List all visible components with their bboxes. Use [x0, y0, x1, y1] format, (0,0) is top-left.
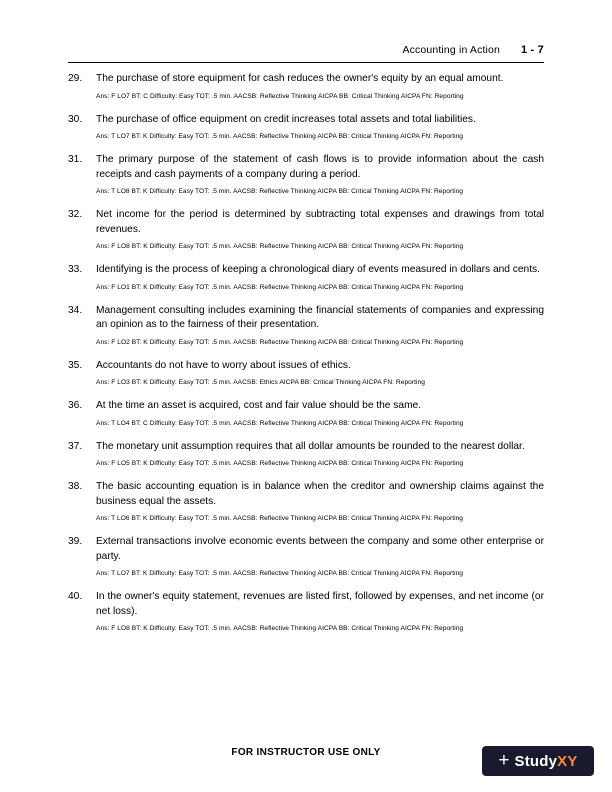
question-number: 30. — [68, 113, 83, 125]
question-body — [96, 359, 546, 400]
question-body — [96, 480, 546, 535]
question-text: The purchase of store equipment for cash reduces the owner's equity by an equal amount. — [96, 73, 504, 84]
question-item — [68, 72, 546, 113]
question-body — [96, 263, 546, 304]
plus-icon: + — [498, 749, 510, 771]
question-number: 38. — [68, 481, 83, 492]
question-answer-meta: Ans: F LO8 BT: K Difficulty: Easy TOT: .5 min. AACSB: Reflective Thinking AICPA BB: Critical Thinking AICPA FN: Reporting — [96, 625, 464, 632]
question-item — [68, 535, 546, 590]
question-answer-meta: Ans: T LO6 BT: K Difficulty: Easy TOT: .5 min. AACSB: Reflective Thinking AICPA BB: Critical Thinking AICPA FN: Reporting — [96, 515, 464, 522]
question-answer-meta: Ans: T LO8 BT: K Difficulty: Easy TOT: .5 min. AACSB: Reflective Thinking AICPA BB: Critical Thinking AICPA FN: Reporting — [96, 188, 464, 195]
question-answer-meta: Ans: F LO3 BT: K Difficulty: Easy TOT: .5 min. AACSB: Ethics AICPA BB: Critical Thinking AICPA FN: Reporting — [96, 379, 425, 386]
question-item — [68, 440, 546, 481]
question-number: 33. — [68, 264, 83, 275]
question-number: 40. — [68, 591, 83, 602]
question-answer-meta: Ans: T LO7 BT: K Difficulty: Easy TOT: .5 min. AACSB: Reflective Thinking AICPA BB: Critical Thinking AICPA FN: Reporting — [96, 133, 464, 140]
question-answer-meta: Ans: F LO7 BT: C Difficulty: Easy TOT: .5 min. AACSB: Reflective Thinking AICPA BB: Critical Thinking AICPA FN: Reporting — [96, 92, 464, 100]
question-answer-meta: Ans: F LO2 BT: K Difficulty: Easy TOT: .5 min. AACSB: Reflective Thinking AICPA BB: Critical Thinking AICPA FN: Reporting — [96, 338, 464, 346]
header-divider — [68, 62, 544, 63]
question-text: Management consulting includes examining the financial statements of companies and expressing an opinion as to the fairness of their presentation. — [96, 304, 544, 330]
question-text: Identifying is the process of keeping a chronological diary of events measured in dollars and cents. — [96, 264, 540, 275]
question-body — [96, 304, 546, 359]
question-number: 32. — [68, 209, 83, 220]
question-answer-meta: Ans: T LO4 BT: C Difficulty: Easy TOT: .5 min. AACSB: Reflective Thinking AICPA BB: Critical Thinking AICPA FN: Reporting — [96, 419, 464, 427]
question-body — [96, 590, 546, 645]
header-page-number: 1 - 7 — [520, 44, 544, 56]
question-text: Accountants do not have to worry about issues of ethics. — [96, 359, 351, 371]
question-text: In the owner's equity statement, revenues are listed first, followed by expenses, and net income (or net loss). — [96, 591, 544, 617]
studyxy-watermark — [482, 746, 594, 776]
question-answer-meta: Ans: F LO8 BT: K Difficulty: Easy TOT: .5 min. AACSB: Reflective Thinking AICPA BB: Critical Thinking AICPA FN: Reporting — [96, 243, 464, 250]
question-body — [96, 153, 546, 208]
question-text: External transactions involve economic events between the company and some other enterprise or party. — [96, 536, 544, 562]
question-number: 34. — [68, 304, 83, 316]
question-body — [96, 113, 546, 154]
question-item — [68, 399, 546, 440]
watermark-label-accent: XY — [557, 752, 578, 770]
question-body — [96, 535, 546, 590]
question-number: 36. — [68, 400, 83, 411]
question-body — [96, 440, 546, 481]
question-number: 39. — [68, 536, 83, 547]
question-item — [68, 304, 546, 359]
question-text: Net income for the period is determined by subtracting total expenses and drawings from total revenues. — [96, 209, 544, 235]
question-text: At the time an asset is acquired, cost and fair value should be the same. — [96, 400, 422, 411]
question-text: The monetary unit assumption requires that all dollar amounts be rounded to the nearest dollar. — [96, 440, 525, 452]
question-body — [96, 208, 546, 263]
question-item — [68, 480, 546, 535]
question-answer-meta: Ans: F LO5 BT: K Difficulty: Easy TOT: .5 min. AACSB: Reflective Thinking AICPA BB: Critical Thinking AICPA FN: Reporting — [96, 460, 464, 467]
question-item — [68, 208, 546, 263]
question-item — [68, 359, 546, 400]
question-number: 31. — [68, 154, 83, 165]
question-list — [68, 72, 546, 645]
watermark-label — [515, 753, 578, 770]
question-text: The primary purpose of the statement of cash flows is to provide information about the cash receipts and cash payments of a company during a period. — [96, 154, 544, 180]
question-body — [96, 399, 546, 440]
question-number: 29. — [68, 73, 83, 84]
question-item — [68, 263, 546, 304]
question-item — [68, 590, 546, 645]
question-body — [96, 72, 546, 113]
watermark-label-main: Study — [514, 752, 558, 770]
question-number: 35. — [68, 359, 83, 371]
question-text: The basic accounting equation is in balance when the creditor and ownership claims against the business equal the assets. — [96, 481, 544, 507]
header-chapter-title: Accounting in Action — [402, 44, 500, 56]
question-item — [68, 153, 546, 208]
question-number: 37. — [68, 440, 83, 452]
footer-text: FOR INSTRUCTOR USE ONLY — [231, 747, 381, 758]
page-header — [68, 44, 544, 56]
question-answer-meta: Ans: T LO7 BT: K Difficulty: Easy TOT: .5 min. AACSB: Reflective Thinking AICPA BB: Critical Thinking AICPA FN: Reporting — [96, 570, 464, 577]
question-text: The purchase of office equipment on credit increases total assets and total liabilities. — [96, 113, 476, 125]
question-item — [68, 113, 546, 154]
question-answer-meta: Ans: F LO1 BT: K Difficulty: Easy TOT: .5 min. AACSB: Reflective Thinking AICPA BB: Critical Thinking AICPA FN: Reporting — [96, 283, 464, 291]
